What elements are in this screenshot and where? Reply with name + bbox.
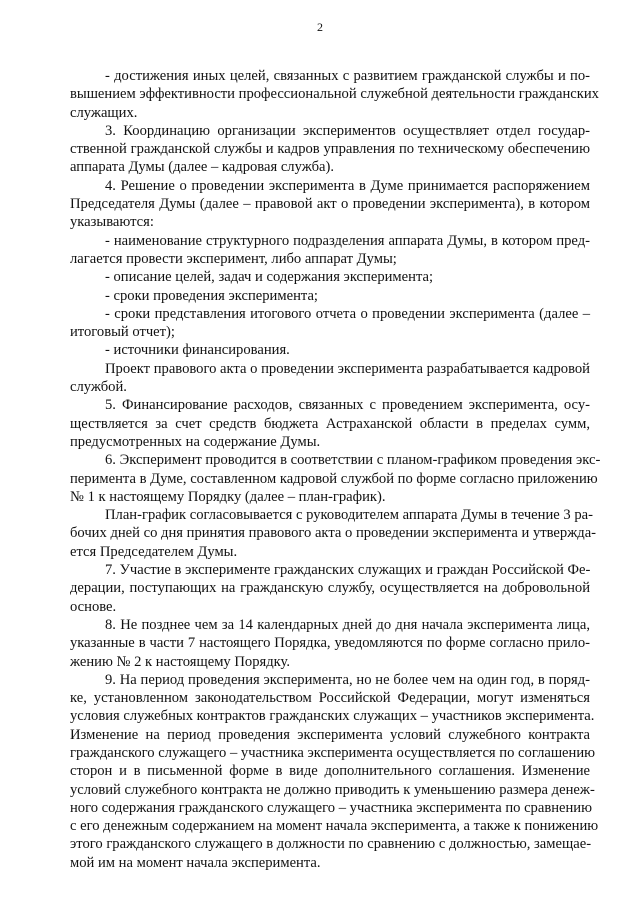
text-line: ственной гражданской службы и кадров управления по техническому обеспечению — [70, 141, 590, 158]
paragraph-p5-financing — [70, 396, 590, 451]
paragraph-p4-item-unit — [70, 232, 590, 269]
text-line: 9. На период проведения эксперимента, но не более чем на один год, в поряд- — [105, 671, 590, 688]
text-line: ного содержания гражданского служащего – участника эксперимента по сравнению — [70, 799, 593, 816]
text-line: - достижения иных целей, связанных с развитием гражданской службы и по- — [105, 68, 590, 84]
text-line: мой им на момент начала эксперимента. — [70, 854, 321, 871]
text-line: указанные в части 7 настоящего Порядка, уведомляются по форме согласно прило- — [70, 635, 590, 652]
text-line: № 1 к настоящему Порядку (далее – план-график). — [70, 488, 386, 505]
paragraph-p6-schedule — [70, 451, 601, 506]
paragraph-p4-item-description — [70, 268, 590, 286]
text-line: ществляется за счет средств бюджета Астраханской области в пределах сумм, — [70, 415, 590, 432]
text-line: План-график согласовывается с руководителем аппарата Думы в течение 3 ра- — [105, 507, 593, 524]
text-line: 8. Не позднее чем за 14 календарных дней до дня начала эксперимента лица, — [105, 616, 590, 633]
text-line: гражданского служащего – участника эксперимента осуществляется по соглашению — [70, 744, 596, 761]
text-line: аппарата Думы (далее – кадровая служба). — [70, 159, 334, 176]
document-body — [70, 67, 601, 872]
paragraph-p4-item-terms — [70, 287, 590, 305]
text-line: лагается провести эксперимент, либо аппарат Думы; — [70, 250, 397, 267]
paragraph-p4-item-funding — [70, 341, 590, 359]
text-line: - сроки проведения эксперимента; — [105, 287, 318, 304]
text-line: - описание целей, задач и содержания эксперимента; — [105, 269, 434, 286]
text-line: ке, установленном законодательством Российской Федерации, могут изменяться — [70, 690, 590, 707]
paragraph-p6-approval — [70, 506, 597, 561]
page-number: 2 — [317, 20, 323, 34]
text-line: 3. Координацию организации экспериментов осуществляет отдел государ- — [105, 122, 590, 139]
text-line: бочих дней со дня принятия правового акта о проведении эксперимента и утвержда- — [70, 525, 597, 542]
text-line: 7. Участие в эксперименте гражданских служащих и граждан Российской Фе- — [105, 562, 591, 579]
text-line: указываются: — [70, 214, 154, 231]
text-line: основе. — [70, 598, 117, 615]
text-line: предусмотренных на содержание Думы. — [70, 433, 321, 450]
paragraph-p8-notice — [70, 616, 590, 671]
text-line: 6. Эксперимент проводится в соответствии с планом-графиком проведения экс- — [105, 452, 601, 469]
paragraph-p4-decision — [70, 177, 590, 232]
text-line: перимента в Думе, составленном кадровой службой по форме согласно приложению — [70, 470, 598, 487]
text-line: ется Председателем Думы. — [70, 543, 238, 560]
text-line: - сроки представления итогового отчета о проведении эксперимента (далее – — [105, 305, 590, 322]
paragraph-p9-period — [70, 671, 599, 872]
text-line: с его денежным содержанием на момент начала эксперимента, а также к понижению — [70, 818, 599, 835]
text-line: служащих. — [70, 104, 138, 121]
text-line: - наименование структурного подразделения аппарата Думы, в котором пред- — [105, 232, 590, 249]
paragraph-p4-draft — [70, 360, 590, 397]
text-line: итоговый отчет); — [70, 324, 175, 341]
paragraph-p-goals-other — [70, 67, 599, 122]
text-line: 4. Решение о проведении эксперимента в Думе принимается распоряжением — [105, 177, 590, 194]
text-line: Председателя Думы (далее – правовой акт о проведении эксперимента), в котором — [70, 196, 590, 213]
text-line: 5. Финансирование расходов, связанных с проведением эксперимента, осу- — [105, 397, 590, 414]
paragraph-p7-participation — [70, 561, 590, 616]
text-line: сторон и в письменной форме в виде дополнительного соглашения. Изменение — [70, 763, 590, 780]
text-line: условий служебного контракта не должно приводить к уменьшению размера денеж- — [70, 781, 595, 798]
paragraph-p3-coordination — [70, 122, 590, 177]
text-line: Проект правового акта о проведении эксперимента разрабатывается кадровой — [105, 360, 590, 377]
text-line: - источники финансирования. — [105, 342, 290, 359]
text-line: этого гражданского служащего в должности по сравнению с должностью, замещае- — [70, 836, 592, 853]
text-line: условия служебных контрактов гражданских служащих – участников эксперимента. — [70, 708, 595, 725]
text-line: вышением эффективности профессиональной служебной деятельности гражданских — [70, 86, 599, 103]
paragraph-p4-item-report — [70, 305, 590, 342]
text-line: Изменение на период проведения эксперимента условий служебного контракта — [70, 726, 590, 743]
text-line: службой. — [70, 379, 127, 396]
text-line: дерации, поступающих на гражданскую службу, осуществляется на добровольной — [70, 580, 590, 597]
text-line: жению № 2 к настоящему Порядку. — [70, 653, 291, 670]
